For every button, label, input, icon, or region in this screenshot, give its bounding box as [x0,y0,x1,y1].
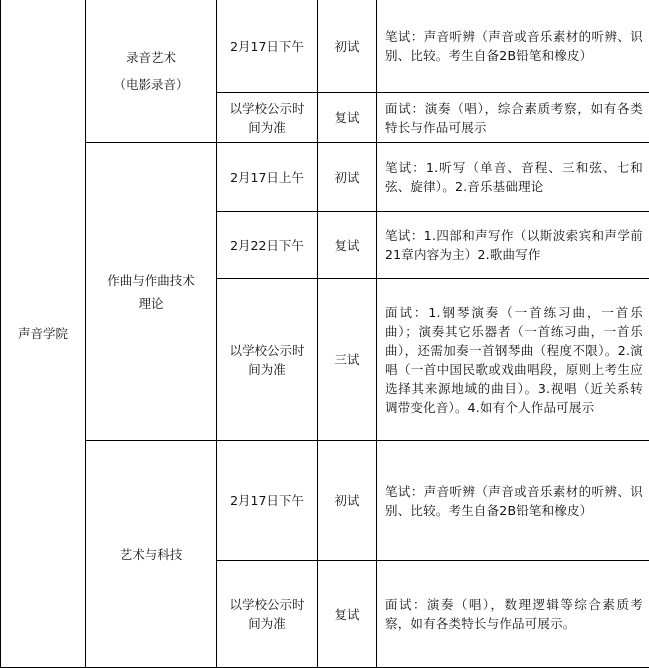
exam-time-cell [217,0,318,93]
exam-content-cell: 笔试：声音听辨（声音或音乐素材的听辨、识别、比较。考生自备2B铅笔和橡皮） [377,0,649,93]
major-name-line: 作曲与作曲技术 [86,271,216,290]
exam-content-cell: 笔试：声音听辨（声音或音乐素材的听辨、识别、比较。考生自备2B铅笔和橡皮） [377,441,649,561]
exam-content-cell: 面试：演奏（唱），综合素质考察，如有各类特长与作品可展示 [377,93,649,143]
exam-time-line: 以学校公示时 [217,595,317,614]
exam-content-cell: 笔试：1.四部和声写作（以斯波索宾和声学前21章内容为主）2.歌曲写作 [377,212,649,279]
exam-time-line: 以学校公示时 [217,99,317,118]
major-name-cell [86,0,217,143]
exam-time-cell [217,561,318,668]
exam-time-cell [217,279,318,441]
exam-round-cell: 复试 [318,93,377,143]
exam-round-cell: 三试 [318,279,377,441]
table-row [1,0,649,93]
exam-round-cell: 复试 [318,212,377,279]
college-cell: 声音学院 [1,0,86,668]
exam-round-cell: 初试 [318,0,377,93]
exam-content-cell: 笔试：1.听写（单音、音程、三和弦、七和弦、旋律）。2.音乐基础理论 [377,143,649,212]
exam-time-text: 2月17日下午 [230,39,304,54]
major-name-line: （电影录音） [86,75,216,94]
major-name-line: 录音艺术 [86,48,216,67]
exam-content-cell: 面试：演奏（唱），数理逻辑等综合素质考察，如有各类特长与作品可展示。 [377,561,649,668]
exam-content-cell: 面试：1.钢琴演奏（一首练习曲，一首乐曲）；演奏其它乐器者（一首练习曲，一首乐曲），还需加奏一首钢琴曲（程度不限）。2.演唱（一首中国民歌或戏曲唱段，原则上考生应选择其来源地域的曲目）。3.视唱（近关系转调带变化音）。4.如有个人作品可展示 [377,279,649,441]
major-name-cell [86,143,217,441]
major-name-line: 理论 [86,294,216,313]
table-row [1,143,649,212]
exam-time-line: 以学校公示时 [217,341,317,360]
major-name-cell [86,441,217,668]
exam-time-line: 间为准 [217,614,317,633]
exam-time-cell [217,441,318,561]
exam-round-cell: 初试 [318,143,377,212]
table-row [1,441,649,561]
exam-time-cell [217,212,318,279]
exam-round-cell: 复试 [318,561,377,668]
exam-time-cell [217,93,318,143]
exam-time-text: 2月17日上午 [230,170,304,185]
exam-time-line: 间为准 [217,360,317,379]
exam-time-text: 2月17日下午 [230,493,304,508]
exam-time-line: 间为准 [217,118,317,137]
exam-time-cell [217,143,318,212]
major-name-line: 艺术与科技 [86,545,216,564]
exam-round-cell: 初试 [318,441,377,561]
exam-time-text: 2月22日下午 [230,238,304,253]
